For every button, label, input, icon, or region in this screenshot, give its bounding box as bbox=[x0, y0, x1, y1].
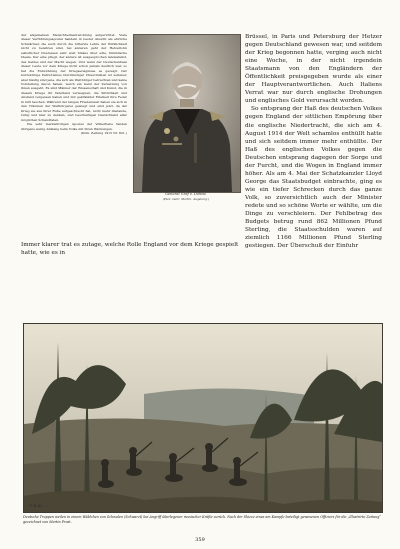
painting-signature: F. R. Kr. ... bbox=[30, 504, 47, 508]
left-citation: (Köln. Zeitung 1915 Nr. 821.) bbox=[80, 130, 127, 135]
portrait-caption-name: General Graf v. Dohna. bbox=[165, 192, 207, 196]
painting-caption: Deutsche Truppen weilen in einem Wäldchen von Schwalen (Schwarzt) bei Angriff überlegener russischer Kräfte zurück. Nach der Skizze eines am Kampfe beteiligt gewesenen Offiziers für die „Illustrirte Zeitung“ gezeichnet von Martin Frost. bbox=[23, 515, 381, 524]
page-number: 359 bbox=[195, 537, 205, 543]
portrait-caption-credit: (Phot. Gebr. Martin, Augsburg.) bbox=[162, 197, 210, 201]
portrait-image bbox=[134, 35, 240, 192]
portrait-photo bbox=[133, 34, 241, 193]
battle-painting bbox=[23, 323, 383, 513]
right-paragraph-1: Brüssel, in Paris und Petersburg der Hetzer gegen Deutschland gewesen war, und seitdem der Krieg begonnen hatte, verging auch nicht eine Woche, in der nicht irgendein Staatsmann von den Engländern der Öffentlichkeit preisgegeben wurde als einer der Hauptverantwortlichen. Auch Italiens Verrat war nur durch englische Drohungen und englisches Gold verursacht worden. bbox=[245, 34, 382, 105]
portrait-caption bbox=[134, 192, 238, 202]
right-paragraph-2: So entsprang der Haß des deutschen Volkes gegen England der sittlichen Empörung über die englische Niedertracht, die sich am 4. August 1914 der Welt schamlos enthüllt hatte und sich seitdem immer mehr enthüllte. Der Haß des englischen Volkes gegen die Deutschen entsprang dagegen der Sorge und der Furcht, und die Wogen in England immer höher. Als am 4. Mai der Schatzkanzler Lloyd George das Staatsbudget einbrachte, ging es wie ein tiefer Schrecken durch das ganze Volk, so zuversichtlich auch der Minister redete und so schöne Worte er wählte, um die Dinge zu verschleiern. Der Fehlbetrag des Budgets betrug rund 862 Millionen Pfund Sterling, die Staatsschulden waren auf ziemlich 1166 Millionen Pfund Sterling gestiegen. Der Überschuß der Einfuhr bbox=[245, 106, 382, 250]
left-paragraph-1: der allgemeinen Menschheitsentwicklung aufgerichtet. Viele dieser Verführungsapostel handeln in bester Absicht als ehrliche Schwärmer, die auch durch die bitterste Lehre der Wirklichkeit nicht zu belehren sind, bei anderen geht der Hetzerlohn selbstlicher Interessen sehr weit hinaus über edle, himmlische Ideale. Der eine pflegt, der andere ist ausgesprochen landesfeind, des Geldes und der Macht wegen. Und wenn der Deutschenhass dieser Leute vor dem Kriege nicht schon jemals deutlich war, so hat die Entwicklung der Kriegsereignisse es gezeigt. Der kurzsichtige Patriotismus blutrünstiger Chauvinisten ist seltener, aber häufig sind jene, die sich als Weltbürger betrachten und keine Vorstellung davon haben, welch ein Geist der Zersetzung von ihnen ausgeht. Es sind Männer der Wissenschaft und Kunst, die in diesem Kriege ihr Vaterland verleugnen, die Sittlichkeit und Anstand vergessen haben und mit gekränkter Eitelkeit ihre Feder in Gift tauchen. Während der langen Friedenszeit haben sie sich in den Träumen der Weltbürgerei gewiegt und sind jetzt, da der Krieg sie aus ihrer Ruhe aufgeschreckt hat, nicht mehr imstande, ruhig und klar zu denken, und beschuldigen Deutschland aller möglichen Schandtaten. bbox=[21, 33, 127, 122]
left-text-column bbox=[21, 33, 127, 241]
painting-image bbox=[24, 324, 382, 512]
right-text-column bbox=[245, 33, 382, 329]
left-paragraph-2: Die sehr merkwürdigen Apostel der Völkerliebe fanden übrigens wenig Anklang beim Volke mit ihren Warnungen. bbox=[21, 122, 127, 131]
middle-text-column bbox=[21, 241, 243, 258]
middle-paragraph: Immer klarer trat es zutage, welche Rolle England vor dem Kriege gespielt hatte, wie es in bbox=[21, 242, 239, 257]
